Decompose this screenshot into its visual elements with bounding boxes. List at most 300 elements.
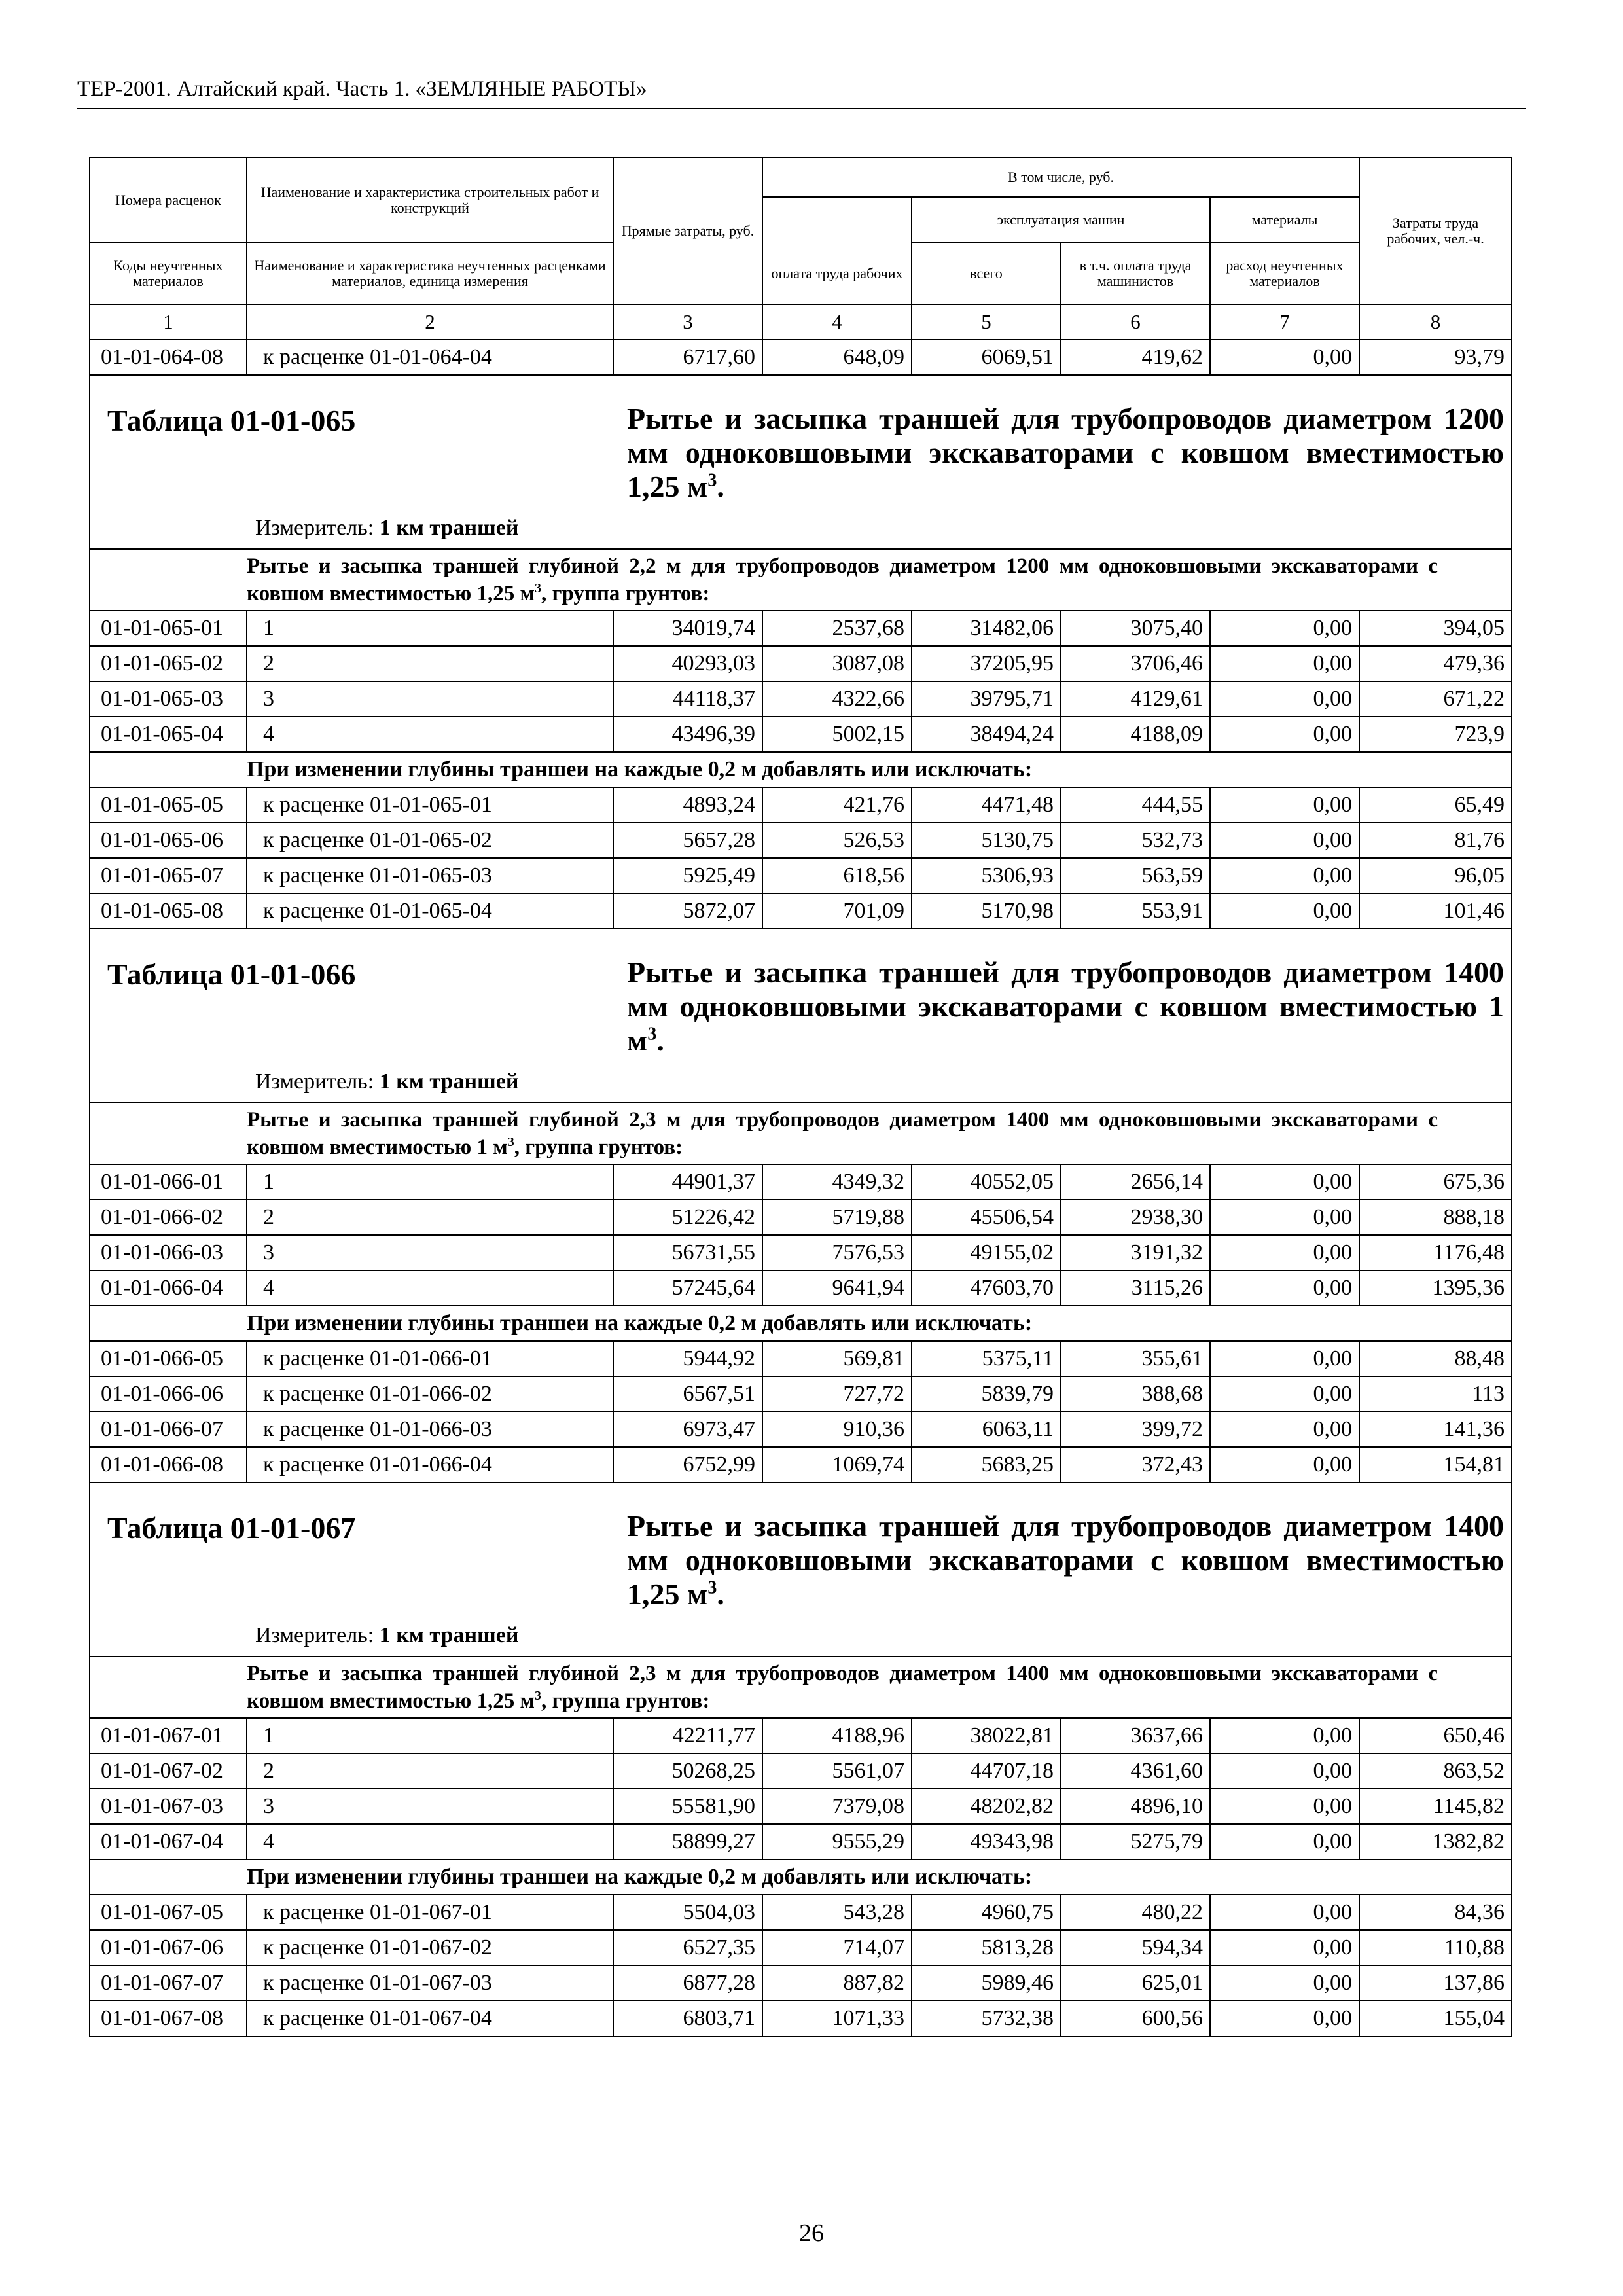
column-number: 5: [912, 304, 1061, 340]
direct-cost: 34019,74: [613, 611, 762, 646]
rate-code: 01-01-065-05: [90, 787, 247, 823]
measure-label: Измеритель:: [255, 1623, 380, 1647]
labor-cost: 5561,07: [762, 1753, 912, 1789]
table-title-row: [90, 1482, 1512, 1657]
table-row: [90, 823, 1512, 858]
table-row: [90, 1200, 1512, 1235]
materials-cost: 0,00: [1210, 340, 1359, 375]
section-heading: [247, 1657, 1512, 1718]
labor-cost: 648,09: [762, 340, 912, 375]
table-row: [90, 1376, 1512, 1412]
materials-cost: 0,00: [1210, 1164, 1359, 1200]
machines-cost: 45506,54: [912, 1200, 1061, 1235]
section-heading-row: [90, 1103, 1512, 1164]
materials-cost: 0,00: [1210, 646, 1359, 681]
section-heading-blank: [90, 752, 247, 787]
rate-name: к расценке 01-01-064-04: [247, 340, 613, 375]
rate-code: 01-01-067-02: [90, 1753, 247, 1789]
machines-cost: 44707,18: [912, 1753, 1061, 1789]
machines-cost: 47603,70: [912, 1270, 1061, 1306]
materials-cost: 0,00: [1210, 1200, 1359, 1235]
table-title-row: [90, 375, 1512, 549]
materials-cost: 0,00: [1210, 1930, 1359, 1965]
table-title-block: [90, 375, 1512, 549]
section-heading-end: , группа грунтов:: [514, 1136, 683, 1159]
labor-hours: 1145,82: [1359, 1789, 1512, 1824]
section-heading-blank: [90, 1657, 247, 1718]
table-row: [90, 1930, 1512, 1965]
materials-cost: 0,00: [1210, 611, 1359, 646]
rate-code: 01-01-065-08: [90, 893, 247, 929]
measure-value: 1 км траншей: [379, 516, 519, 540]
col-labor-spacer: [762, 197, 912, 243]
materials-cost: 0,00: [1210, 1235, 1359, 1270]
rate-name: 4: [247, 1824, 613, 1859]
labor-cost: 9555,29: [762, 1824, 912, 1859]
direct-cost: 44901,37: [613, 1164, 762, 1200]
rate-name: к расценке 01-01-066-03: [247, 1412, 613, 1447]
section-heading: [247, 549, 1512, 611]
col-direct-header: Прямые затраты, руб.: [613, 158, 762, 304]
rate-code: 01-01-067-05: [90, 1895, 247, 1930]
labor-hours: 84,36: [1359, 1895, 1512, 1930]
direct-cost: 6752,99: [613, 1447, 762, 1482]
machines-cost: 5813,28: [912, 1930, 1061, 1965]
materials-cost: 0,00: [1210, 1376, 1359, 1412]
table-row: [90, 340, 1512, 375]
operators-cost: 388,68: [1061, 1376, 1210, 1412]
labor-hours: 888,18: [1359, 1200, 1512, 1235]
rate-name: к расценке 01-01-065-01: [247, 787, 613, 823]
materials-cost: 0,00: [1210, 1789, 1359, 1824]
table-row: [90, 1965, 1512, 2001]
title-superscript: 3: [707, 470, 717, 491]
rate-name: 2: [247, 1200, 613, 1235]
machines-cost: 5130,75: [912, 823, 1061, 858]
column-number: 4: [762, 304, 912, 340]
rate-code: 01-01-064-08: [90, 340, 247, 375]
machines-cost: 5732,38: [912, 2001, 1061, 2036]
rate-name: к расценке 01-01-065-03: [247, 858, 613, 893]
operators-cost: 532,73: [1061, 823, 1210, 858]
machines-cost: 5170,98: [912, 893, 1061, 929]
direct-cost: 4893,24: [613, 787, 762, 823]
section-heading-row: [90, 1306, 1512, 1341]
rate-code: 01-01-066-02: [90, 1200, 247, 1235]
operators-cost: 4896,10: [1061, 1789, 1210, 1824]
labor-cost: 2537,68: [762, 611, 912, 646]
rate-code: 01-01-067-04: [90, 1824, 247, 1859]
machines-cost: 6069,51: [912, 340, 1061, 375]
direct-cost: 5504,03: [613, 1895, 762, 1930]
table-title: [627, 402, 1504, 504]
labor-hours: 113: [1359, 1376, 1512, 1412]
rate-name: к расценке 01-01-067-03: [247, 1965, 613, 2001]
col-name-header: Наименование и характеристика строительных работ и конструкций: [247, 158, 613, 243]
direct-cost: 57245,64: [613, 1270, 762, 1306]
section-superscript: 3: [535, 581, 541, 596]
rate-code: 01-01-066-05: [90, 1341, 247, 1376]
title-superscript: 3: [707, 1577, 717, 1598]
section-heading-row: [90, 549, 1512, 611]
col-included-header: В том числе, руб.: [762, 158, 1359, 197]
materials-cost: 0,00: [1210, 1718, 1359, 1753]
labor-cost: 4349,32: [762, 1164, 912, 1200]
rate-name: к расценке 01-01-067-01: [247, 1895, 613, 1930]
column-number: 1: [90, 304, 247, 340]
section-heading-blank: [90, 1859, 247, 1895]
machines-cost: 5839,79: [912, 1376, 1061, 1412]
labor-cost: 887,82: [762, 1965, 912, 2001]
rate-name: 3: [247, 681, 613, 717]
materials-cost: 0,00: [1210, 787, 1359, 823]
operators-cost: 4129,61: [1061, 681, 1210, 717]
table-title-row: [90, 929, 1512, 1103]
section-superscript: 3: [507, 1135, 514, 1149]
labor-hours: 1395,36: [1359, 1270, 1512, 1306]
machines-cost: 48202,82: [912, 1789, 1061, 1824]
table-row: [90, 681, 1512, 717]
labor-hours: 723,9: [1359, 717, 1512, 752]
operators-cost: 625,01: [1061, 1965, 1210, 2001]
rate-name: к расценке 01-01-065-04: [247, 893, 613, 929]
materials-cost: 0,00: [1210, 1412, 1359, 1447]
materials-cost: 0,00: [1210, 1447, 1359, 1482]
materials-cost: 0,00: [1210, 1824, 1359, 1859]
operators-cost: 3191,32: [1061, 1235, 1210, 1270]
direct-cost: 42211,77: [613, 1718, 762, 1753]
table-title-end: .: [717, 1577, 724, 1611]
direct-cost: 50268,25: [613, 1753, 762, 1789]
table-title: [627, 956, 1504, 1058]
direct-cost: 5657,28: [613, 823, 762, 858]
table-title-text: Рытье и засыпка траншей для трубопроводов диаметром 1200 мм одноковшовыми экскаваторами с ковшом вместимостью 1,25 м: [627, 402, 1504, 503]
labor-cost: 727,72: [762, 1376, 912, 1412]
labor-cost: 421,76: [762, 787, 912, 823]
labor-hours: 141,36: [1359, 1412, 1512, 1447]
operators-cost: 600,56: [1061, 2001, 1210, 2036]
section-heading: При изменении глубины траншеи на каждые 0,2 м добавлять или исключать:: [247, 1306, 1512, 1341]
materials-cost: 0,00: [1210, 858, 1359, 893]
table-row: [90, 1235, 1512, 1270]
materials-cost: 0,00: [1210, 823, 1359, 858]
rate-name: к расценке 01-01-066-02: [247, 1376, 613, 1412]
labor-hours: 479,36: [1359, 646, 1512, 681]
labor-cost: 3087,08: [762, 646, 912, 681]
table-number: Таблица 01-01-067: [107, 1511, 356, 1545]
rate-name: 4: [247, 1270, 613, 1306]
section-heading-blank: [90, 549, 247, 611]
table-title-end: .: [656, 1024, 664, 1057]
direct-cost: 43496,39: [613, 717, 762, 752]
machines-cost: 39795,71: [912, 681, 1061, 717]
rate-code: 01-01-066-03: [90, 1235, 247, 1270]
operators-cost: 399,72: [1061, 1412, 1210, 1447]
direct-cost: 6567,51: [613, 1376, 762, 1412]
labor-hours: 863,52: [1359, 1753, 1512, 1789]
direct-cost: 51226,42: [613, 1200, 762, 1235]
table-row: [90, 717, 1512, 752]
col-code-header: Номера расценок: [90, 158, 247, 243]
labor-cost: 4322,66: [762, 681, 912, 717]
table-row: [90, 1412, 1512, 1447]
rate-name: к расценке 01-01-067-02: [247, 1930, 613, 1965]
labor-cost: 7379,08: [762, 1789, 912, 1824]
table-title-block: [90, 1482, 1512, 1657]
col-unaccounted-header: расход неучтенных материалов: [1210, 243, 1359, 304]
operators-cost: 563,59: [1061, 858, 1210, 893]
operators-cost: 594,34: [1061, 1930, 1210, 1965]
rate-code: 01-01-065-07: [90, 858, 247, 893]
labor-cost: 9641,94: [762, 1270, 912, 1306]
price-table: [89, 157, 1512, 2037]
rate-code: 01-01-067-03: [90, 1789, 247, 1824]
section-heading-blank: [90, 1103, 247, 1164]
col-name2-header: Наименование и характеристика неучтенных расценками материалов, единица измерения: [247, 243, 613, 304]
labor-hours: 154,81: [1359, 1447, 1512, 1482]
table-body: [90, 304, 1512, 2036]
materials-cost: 0,00: [1210, 1895, 1359, 1930]
table-row: [90, 858, 1512, 893]
table-row: [90, 1447, 1512, 1482]
direct-cost: 5944,92: [613, 1341, 762, 1376]
machines-cost: 40552,05: [912, 1164, 1061, 1200]
operators-cost: 355,61: [1061, 1341, 1210, 1376]
labor-hours: 110,88: [1359, 1930, 1512, 1965]
col-materials-header: материалы: [1210, 197, 1359, 243]
rate-code: 01-01-066-04: [90, 1270, 247, 1306]
section-heading: [247, 1103, 1512, 1164]
direct-cost: 5872,07: [613, 893, 762, 929]
direct-cost: 6803,71: [613, 2001, 762, 2036]
machines-cost: 37205,95: [912, 646, 1061, 681]
labor-cost: 543,28: [762, 1895, 912, 1930]
page-number: 26: [799, 2219, 824, 2247]
section-superscript: 3: [535, 1689, 541, 1703]
materials-cost: 0,00: [1210, 681, 1359, 717]
labor-cost: 1071,33: [762, 2001, 912, 2036]
section-heading-blank: [90, 1306, 247, 1341]
rate-name: 2: [247, 1753, 613, 1789]
table-number: Таблица 01-01-065: [107, 404, 356, 437]
section-heading-row: [90, 1657, 1512, 1718]
labor-hours: 671,22: [1359, 681, 1512, 717]
measure-unit: [255, 516, 518, 541]
price-table-container: [89, 157, 1511, 2037]
operators-cost: 3637,66: [1061, 1718, 1210, 1753]
labor-hours: 155,04: [1359, 2001, 1512, 2036]
rate-name: 1: [247, 1718, 613, 1753]
title-superscript: 3: [647, 1024, 657, 1045]
table-row: [90, 893, 1512, 929]
materials-cost: 0,00: [1210, 2001, 1359, 2036]
table-title-text: Рытье и засыпка траншей для трубопроводов диаметром 1400 мм одноковшовыми экскаваторами с ковшом вместимостью 1 м: [627, 956, 1504, 1057]
measure-label: Измеритель:: [255, 1069, 380, 1094]
operators-cost: 4361,60: [1061, 1753, 1210, 1789]
machines-cost: 49155,02: [912, 1235, 1061, 1270]
operators-cost: 4188,09: [1061, 717, 1210, 752]
measure-unit: [255, 1623, 518, 1648]
operators-cost: 3075,40: [1061, 611, 1210, 646]
labor-hours: 675,36: [1359, 1164, 1512, 1200]
section-heading-text: Рытье и засыпка траншей глубиной 2,3 м для трубопроводов диаметром 1400 мм одноковшовыми экскаваторами с ковшом вместимостью 1,25 м: [247, 1662, 1438, 1713]
table-row: [90, 1164, 1512, 1200]
machines-cost: 38022,81: [912, 1718, 1061, 1753]
table-row: [90, 611, 1512, 646]
section-heading-end: , группа грунтов:: [541, 1689, 710, 1713]
table-title-block: [90, 929, 1512, 1103]
column-numbers-row: [90, 304, 1512, 340]
direct-cost: 6527,35: [613, 1930, 762, 1965]
operators-cost: 553,91: [1061, 893, 1210, 929]
column-number: 8: [1359, 304, 1512, 340]
column-number: 7: [1210, 304, 1359, 340]
direct-cost: 58899,27: [613, 1824, 762, 1859]
direct-cost: 6973,47: [613, 1412, 762, 1447]
labor-cost: 526,53: [762, 823, 912, 858]
section-heading-row: [90, 1859, 1512, 1895]
table-row: [90, 2001, 1512, 2036]
machines-cost: 5375,11: [912, 1341, 1061, 1376]
materials-cost: 0,00: [1210, 1270, 1359, 1306]
direct-cost: 44118,37: [613, 681, 762, 717]
rate-code: 01-01-065-03: [90, 681, 247, 717]
rate-code: 01-01-067-07: [90, 1965, 247, 2001]
machines-cost: 49343,98: [912, 1824, 1061, 1859]
materials-cost: 0,00: [1210, 893, 1359, 929]
rate-name: 1: [247, 1164, 613, 1200]
labor-hours: 88,48: [1359, 1341, 1512, 1376]
section-heading-row: [90, 752, 1512, 787]
rate-code: 01-01-066-01: [90, 1164, 247, 1200]
rate-code: 01-01-066-07: [90, 1412, 247, 1447]
column-number: 2: [247, 304, 613, 340]
operators-cost: 419,62: [1061, 340, 1210, 375]
machines-cost: 4471,48: [912, 787, 1061, 823]
rate-code: 01-01-066-06: [90, 1376, 247, 1412]
rate-name: к расценке 01-01-067-04: [247, 2001, 613, 2036]
rate-name: 1: [247, 611, 613, 646]
table-row: [90, 1341, 1512, 1376]
col-machines-header: эксплуатация машин: [912, 197, 1210, 243]
table-title-text: Рытье и засыпка траншей для трубопроводов диаметром 1400 мм одноковшовыми экскаваторами с ковшом вместимостью 1,25 м: [627, 1509, 1504, 1611]
rate-code: 01-01-065-01: [90, 611, 247, 646]
labor-hours: 650,46: [1359, 1718, 1512, 1753]
measure-label: Измеритель:: [255, 516, 380, 540]
operators-cost: 2656,14: [1061, 1164, 1210, 1200]
direct-cost: 40293,03: [613, 646, 762, 681]
page-header: ТЕР-2001. Алтайский край. Часть 1. «ЗЕМЛЯНЫЕ РАБОТЫ»: [77, 77, 647, 101]
rate-code: 01-01-066-08: [90, 1447, 247, 1482]
labor-hours: 101,46: [1359, 893, 1512, 929]
measure-unit: [255, 1069, 518, 1094]
column-number: 3: [613, 304, 762, 340]
rate-code: 01-01-067-08: [90, 2001, 247, 2036]
labor-hours: 1382,82: [1359, 1824, 1512, 1859]
labor-cost: 569,81: [762, 1341, 912, 1376]
operators-cost: 372,43: [1061, 1447, 1210, 1482]
rate-name: 2: [247, 646, 613, 681]
col-labor-header: оплата труда рабочих: [762, 243, 912, 304]
materials-cost: 0,00: [1210, 1753, 1359, 1789]
labor-cost: 4188,96: [762, 1718, 912, 1753]
machines-cost: 5306,93: [912, 858, 1061, 893]
operators-cost: 3706,46: [1061, 646, 1210, 681]
rate-name: 3: [247, 1789, 613, 1824]
machines-cost: 5989,46: [912, 1965, 1061, 2001]
labor-cost: 5719,88: [762, 1200, 912, 1235]
operators-cost: 2938,30: [1061, 1200, 1210, 1235]
section-heading-text: Рытье и засыпка траншей глубиной 2,3 м для трубопроводов диаметром 1400 мм одноковшовыми экскаваторами с ковшом вместимостью 1 м: [247, 1108, 1438, 1159]
table-row: [90, 1789, 1512, 1824]
table-row: [90, 1753, 1512, 1789]
labor-cost: 7576,53: [762, 1235, 912, 1270]
machines-cost: 4960,75: [912, 1895, 1061, 1930]
measure-value: 1 км траншей: [379, 1069, 519, 1094]
col-labor-hours-header: Затраты труда рабочих, чел.-ч.: [1359, 158, 1512, 304]
labor-hours: 65,49: [1359, 787, 1512, 823]
labor-hours: 394,05: [1359, 611, 1512, 646]
rate-code: 01-01-065-06: [90, 823, 247, 858]
col-operators-header: в т.ч. оплата труда машинистов: [1061, 243, 1210, 304]
table-row: [90, 787, 1512, 823]
labor-hours: 93,79: [1359, 340, 1512, 375]
table-row: [90, 1270, 1512, 1306]
materials-cost: 0,00: [1210, 717, 1359, 752]
table-number: Таблица 01-01-066: [107, 958, 356, 991]
labor-hours: 1176,48: [1359, 1235, 1512, 1270]
materials-cost: 0,00: [1210, 1341, 1359, 1376]
section-heading: При изменении глубины траншеи на каждые 0,2 м добавлять или исключать:: [247, 752, 1512, 787]
rate-name: к расценке 01-01-066-04: [247, 1447, 613, 1482]
table-row: [90, 1824, 1512, 1859]
operators-cost: 444,55: [1061, 787, 1210, 823]
operators-cost: 480,22: [1061, 1895, 1210, 1930]
labor-cost: 618,56: [762, 858, 912, 893]
direct-cost: 55581,90: [613, 1789, 762, 1824]
direct-cost: 6717,60: [613, 340, 762, 375]
rate-name: к расценке 01-01-065-02: [247, 823, 613, 858]
machines-cost: 5683,25: [912, 1447, 1061, 1482]
direct-cost: 5925,49: [613, 858, 762, 893]
rate-code: 01-01-067-06: [90, 1930, 247, 1965]
machines-cost: 38494,24: [912, 717, 1061, 752]
col-code2-header: Коды неучтенных материалов: [90, 243, 247, 304]
labor-hours: 96,05: [1359, 858, 1512, 893]
table-header: [90, 158, 1512, 304]
rate-name: 4: [247, 717, 613, 752]
labor-cost: 1069,74: [762, 1447, 912, 1482]
materials-cost: 0,00: [1210, 1965, 1359, 2001]
rate-name: к расценке 01-01-066-01: [247, 1341, 613, 1376]
rate-code: 01-01-065-02: [90, 646, 247, 681]
labor-hours: 137,86: [1359, 1965, 1512, 2001]
column-number: 6: [1061, 304, 1210, 340]
operators-cost: 5275,79: [1061, 1824, 1210, 1859]
machines-cost: 6063,11: [912, 1412, 1061, 1447]
direct-cost: 56731,55: [613, 1235, 762, 1270]
section-heading-text: Рытье и засыпка траншей глубиной 2,2 м для трубопроводов диаметром 1200 мм одноковшовыми экскаваторами с ковшом вместимостью 1,25 м: [247, 554, 1438, 605]
table-title-end: .: [717, 470, 724, 503]
measure-value: 1 км траншей: [379, 1623, 519, 1647]
rate-code: 01-01-065-04: [90, 717, 247, 752]
table-title: [627, 1509, 1504, 1611]
section-heading-end: , группа грунтов:: [541, 582, 710, 605]
rate-code: 01-01-067-01: [90, 1718, 247, 1753]
table-row: [90, 646, 1512, 681]
operators-cost: 3115,26: [1061, 1270, 1210, 1306]
table-row: [90, 1718, 1512, 1753]
